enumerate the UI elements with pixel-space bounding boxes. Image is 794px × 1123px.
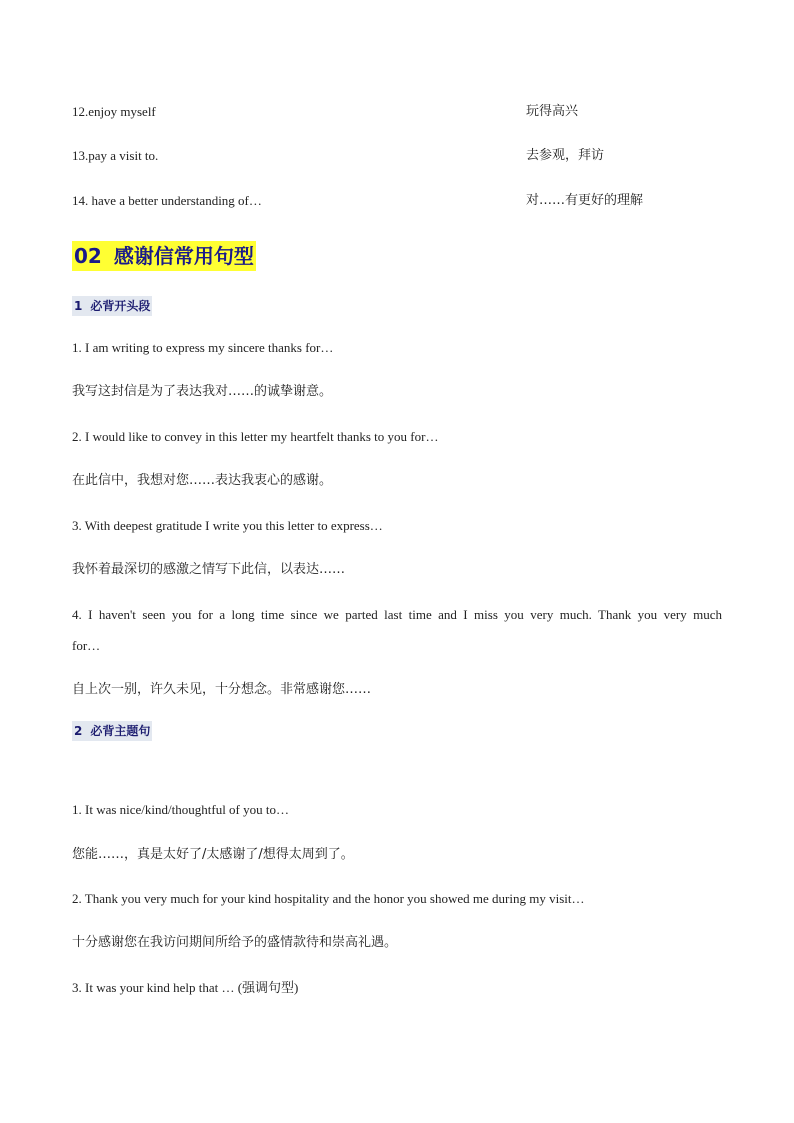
vocab-english: 12.enjoy myself <box>72 104 156 119</box>
sentence-chinese: 在此信中，我想对您……表达我衷心的感谢。 <box>72 473 333 488</box>
subsection-title: 必背主题句 <box>90 724 151 738</box>
sentence-chinese: 自上次一别，许久未见，十分想念。非常感谢您…… <box>72 682 372 697</box>
sentence-chinese: 我怀着最深切的感激之情写下此信，以表达…… <box>72 562 346 577</box>
sentence-english: 3. With deepest gratitude I write you this letter to express… <box>72 518 383 533</box>
subsection-heading <box>72 721 152 741</box>
vocab-english: 14. have a better understanding of… <box>72 193 262 208</box>
sentence-english: 2. I would like to convey in this letter my heartfelt thanks to you for… <box>72 429 439 444</box>
vocab-chinese: 去参观，拜访 <box>526 148 605 163</box>
section-number: 02 <box>74 244 102 268</box>
vocab-chinese: 玩得高兴 <box>526 104 579 119</box>
section-title-text: 感谢信常用句型 <box>113 244 254 268</box>
sentence-english: 1. I am writing to express my sincere thanks for… <box>72 340 334 355</box>
subsection-number: 2 <box>74 724 83 738</box>
sentence-chinese: 您能……，真是太好了/太感谢了/想得太周到了。 <box>72 847 354 862</box>
vocab-row <box>72 103 722 121</box>
subsection-title: 必背开头段 <box>90 299 151 313</box>
sentence-chinese: 十分感谢您在我访问期间所给予的盛情款待和崇高礼遇。 <box>72 935 398 950</box>
vocab-row <box>72 147 722 165</box>
sentence-english: 2. Thank you very much for your kind hospitality and the honor you showed me during my visit… <box>72 891 585 906</box>
section-title <box>72 241 256 271</box>
vocab-row <box>72 192 722 210</box>
sentence-english: 4. I haven't seen you for a long time since we parted last time and I miss you very much. Thank you very much <box>72 607 722 622</box>
vocab-english: 13.pay a visit to. <box>72 148 159 163</box>
subsection-number: 1 <box>74 299 83 313</box>
subsection-heading <box>72 296 152 316</box>
sentence-chinese: 我写这封信是为了表达我对……的诚挚谢意。 <box>72 384 333 399</box>
vocab-chinese: 对……有更好的理解 <box>526 193 644 208</box>
sentence-english: 3. It was your kind help that … (强调句型) <box>72 980 299 995</box>
sentence-english: 1. It was nice/kind/thoughtful of you to… <box>72 802 290 817</box>
sentence-english-continued: for… <box>72 638 101 653</box>
